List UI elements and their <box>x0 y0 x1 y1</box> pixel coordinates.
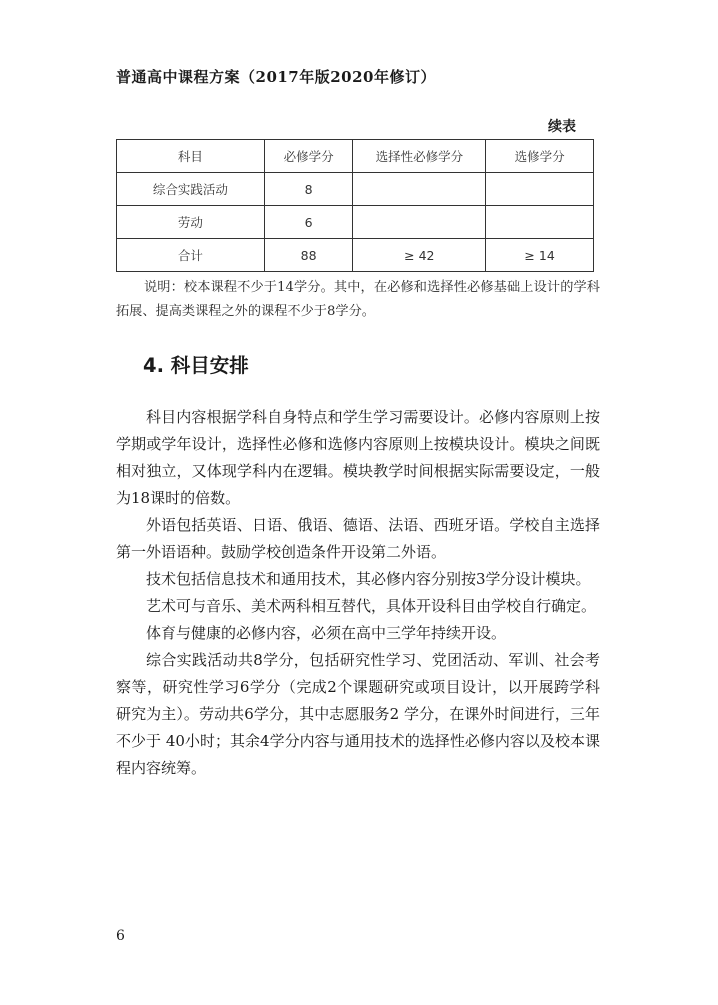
table-cell <box>486 206 594 239</box>
table-note: 说明：校本课程不少于14学分。其中，在必修和选择性必修基础上设计的学科拓展、提高类课程之外的课程不少于8学分。 <box>116 280 600 319</box>
table-cell: 6 <box>264 206 353 239</box>
table-row <box>117 173 594 206</box>
table-cell: 劳动 <box>117 206 265 239</box>
table-row <box>117 206 594 239</box>
table-cell: 合计 <box>117 239 265 272</box>
table-cell <box>353 173 486 206</box>
table-row-total <box>117 239 594 272</box>
credits-table <box>116 139 594 272</box>
paragraph: 艺术可与音乐、美术两科相互替代，具体开设科目由学校自行确定。 <box>146 597 597 615</box>
column-header-elective-credits: 选修学分 <box>486 140 594 173</box>
paragraph: 外语包括英语、日语、俄语、德语、法语、西班牙语。学校自主选择第一外语语种。鼓励学校创造条件开设第二外语。 <box>116 516 600 561</box>
paragraph: 体育与健康的必修内容，必须在高中三学年持续开设。 <box>146 624 507 642</box>
paragraph: 科目内容根据学科自身特点和学生学习需要设计。必修内容原则上按学期或学年设计，选择性必修和选修内容原则上按模块设计。模块之间既相对独立，又体现学科内在逻辑。模块教学时间根据实际需要设定，一般为18课时的倍数。 <box>116 408 600 507</box>
table-continuation-label: 续表 <box>548 119 576 135</box>
table-cell: 8 <box>264 173 353 206</box>
paragraph: 技术包括信息技术和通用技术，其必修内容分别按3学分设计模块。 <box>146 570 591 588</box>
table-cell: ≥ 14 <box>486 239 594 272</box>
section-title: 4. 科目安排 <box>143 354 249 377</box>
column-header-required-credits: 必修学分 <box>264 140 353 173</box>
column-header-subject: 科目 <box>117 140 265 173</box>
table-cell <box>486 173 594 206</box>
table-cell: 88 <box>264 239 353 272</box>
table-header-row <box>117 140 594 173</box>
table-cell <box>353 206 486 239</box>
column-header-elective-required-credits: 选择性必修学分 <box>353 140 486 173</box>
table-cell: 综合实践活动 <box>117 173 265 206</box>
page-number: 6 <box>116 928 125 944</box>
running-header: 普通高中课程方案（2017年版2020年修订） <box>116 68 436 86</box>
table-cell: ≥ 42 <box>353 239 486 272</box>
section-body <box>116 404 600 782</box>
paragraph: 综合实践活动共8学分，包括研究性学习、党团活动、军训、社会考察等，研究性学习6学分（完成2个课题研究或项目设计，以开展跨学科研究为主）。劳动共6学分，其中志愿服务2 学分，在课外时间进行，三年不少于 40小时；其余4学分内容与通用技术的选择性必修内容以及校本课程内容统筹。 <box>116 651 600 777</box>
